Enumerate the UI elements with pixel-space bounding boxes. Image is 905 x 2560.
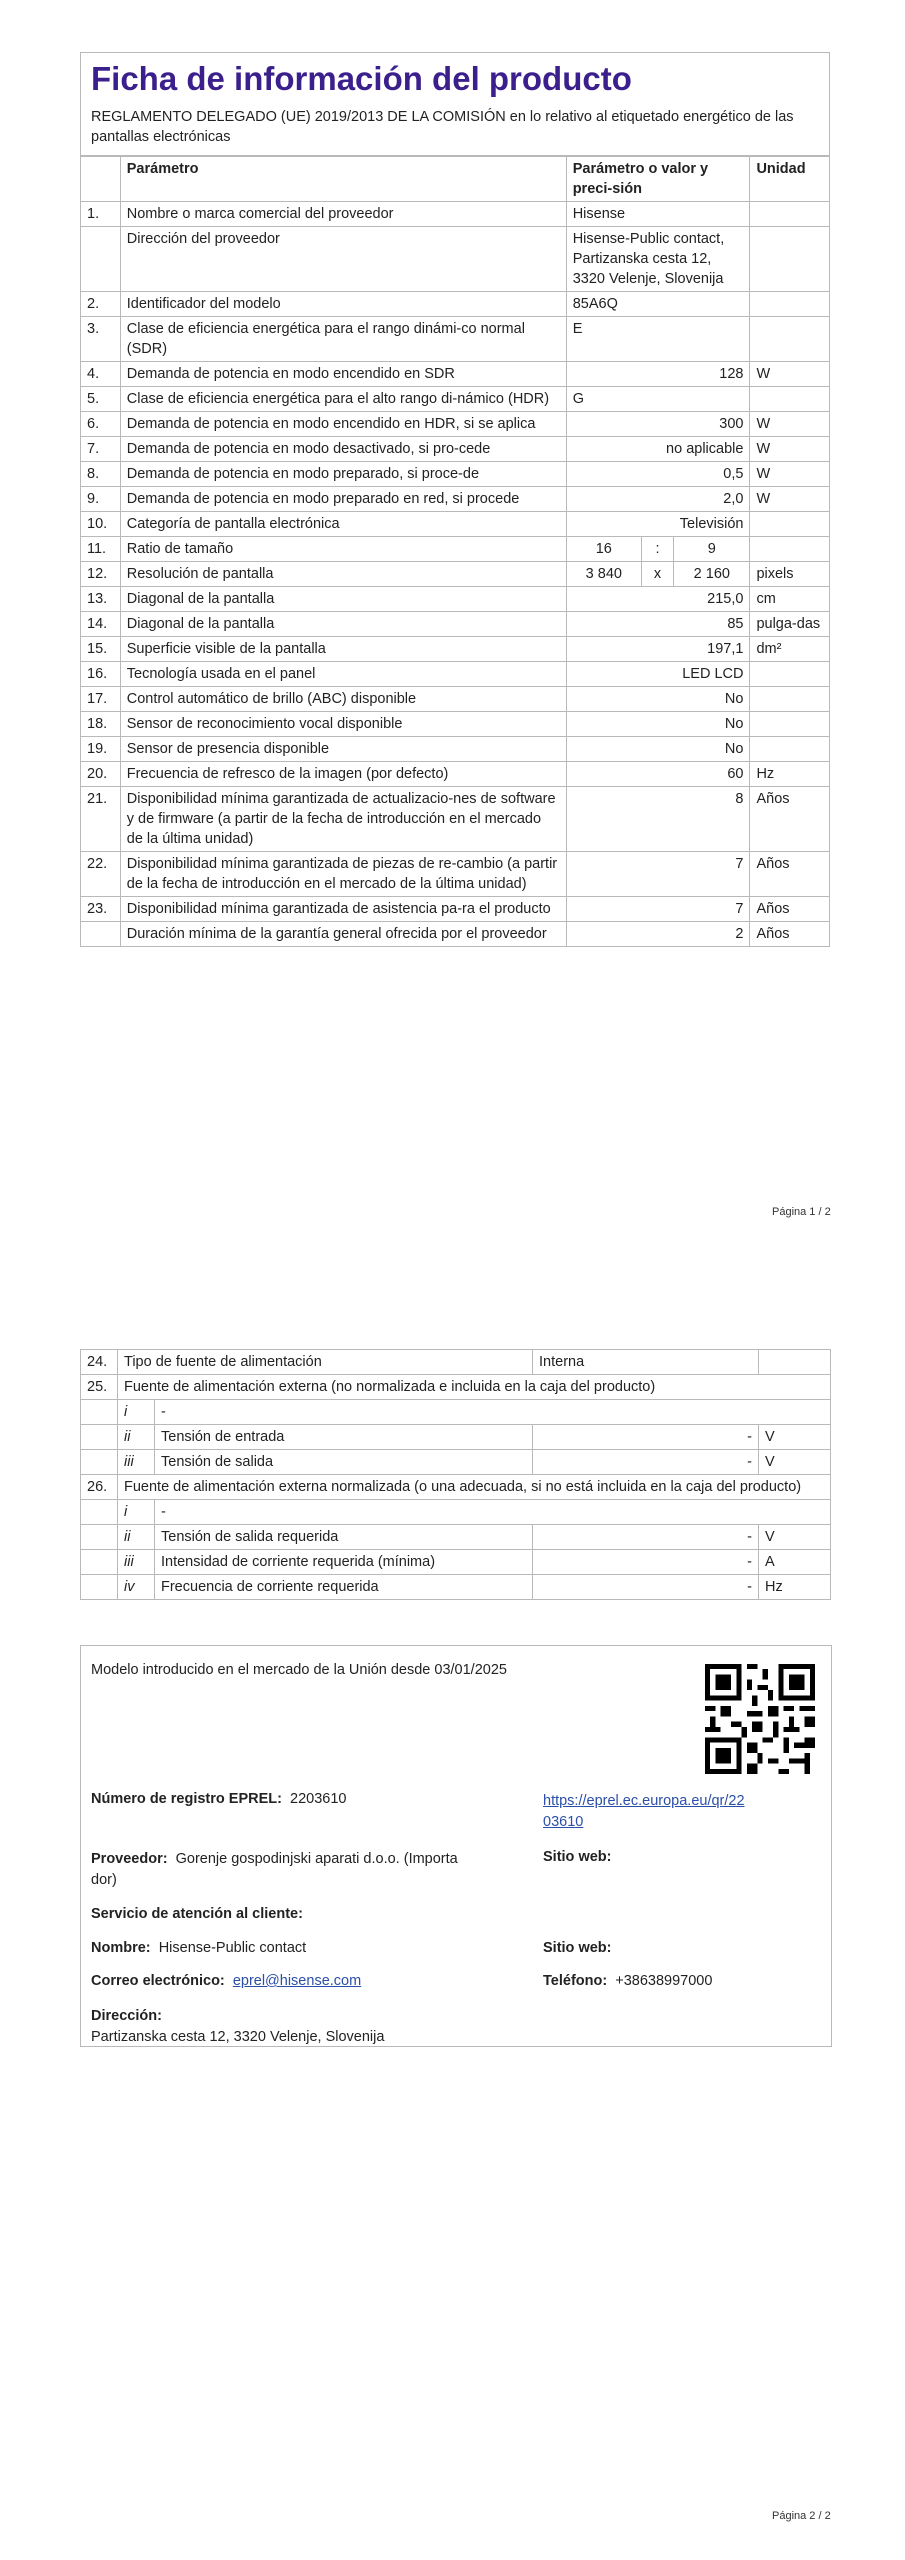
eprel-link-block [543, 1791, 745, 1833]
sub-parameter: - [155, 1500, 831, 1525]
row-number: 6. [81, 412, 121, 437]
table-row [81, 662, 830, 687]
row-value: 60 [566, 762, 750, 787]
row-parameter: Resolución de pantalla [120, 562, 566, 587]
sub-index: iii [118, 1450, 155, 1475]
row-parameter: Dirección del proveedor [120, 227, 566, 292]
row-parameter: Disponibilidad mínima garantizada de actualizacio-nes de software y de firmware (a partir de la fecha de introducción en el mercado de la última unidad) [120, 787, 566, 852]
header-unit: Unidad [750, 157, 830, 202]
row-parameter: Disponibilidad mínima garantizada de asistencia pa-ra el producto [120, 897, 566, 922]
row-number: 25. [81, 1375, 118, 1400]
table-row [81, 922, 830, 947]
row-unit [750, 712, 830, 737]
eprel-link-line-1: https://eprel.ec.europa.eu/qr/22 [543, 1793, 745, 1809]
page-number-2: Página 2 / 2 [772, 2510, 831, 2522]
row-unit: W [750, 362, 830, 387]
row-unit: Años [750, 787, 830, 852]
row-value: 2,0 [566, 487, 750, 512]
table-row [81, 292, 830, 317]
sub-value: - [533, 1575, 759, 1600]
row-number: 5. [81, 387, 121, 412]
row-value: 85 [566, 612, 750, 637]
customer-service-heading: Servicio de atención al cliente: [91, 1906, 303, 1922]
row-number [81, 1500, 118, 1525]
row-value-separator: : [641, 537, 673, 562]
table-row [81, 562, 830, 587]
row-number [81, 1450, 118, 1475]
row-number: 14. [81, 612, 121, 637]
row-number: 19. [81, 737, 121, 762]
sub-index: ii [118, 1425, 155, 1450]
table-row [81, 787, 830, 852]
sub-value: - [533, 1450, 759, 1475]
sub-value: - [533, 1525, 759, 1550]
contact-name-value: Hisense-Public contact [158, 1940, 307, 1956]
row-number: 8. [81, 462, 121, 487]
table-subrow [81, 1575, 831, 1600]
row-parameter: Clase de eficiencia energética para el alto rango di-námico (HDR) [120, 387, 566, 412]
row-parameter: Demanda de potencia en modo desactivado, si pro-cede [120, 437, 566, 462]
sub-index: i [118, 1500, 155, 1525]
row-parameter: Demanda de potencia en modo preparado en red, si procede [120, 487, 566, 512]
table-row [81, 462, 830, 487]
sub-value: - [533, 1550, 759, 1575]
power-supply-section [80, 1349, 830, 1600]
row-number: 21. [81, 787, 121, 852]
row-number [81, 1525, 118, 1550]
row-number: 15. [81, 637, 121, 662]
row-value: G [566, 387, 750, 412]
market-intro-text: Modelo introducido en el mercado de la Unión desde 03/01/2025 [91, 1662, 507, 1678]
table-row [81, 362, 830, 387]
row-parameter: Clase de eficiencia energética para el rango dinámi-co normal (SDR) [120, 317, 566, 362]
sub-parameter: Intensidad de corriente requerida (mínima) [155, 1550, 533, 1575]
table-subrow [81, 1450, 831, 1475]
header-value: Parámetro o valor y preci-sión [566, 157, 750, 202]
contact-name-label: Nombre: [91, 1940, 151, 1956]
regulation-subtitle: REGLAMENTO DELEGADO (UE) 2019/2013 DE LA COMISIÓN en lo relativo al etiquetado energético de las pantallas electrónicas [91, 109, 794, 145]
row-unit [750, 687, 830, 712]
eprel-label: Número de registro EPREL: [91, 1791, 282, 1807]
sub-parameter: Tensión de entrada [155, 1425, 533, 1450]
row-value: 300 [566, 412, 750, 437]
row-value: No [566, 687, 750, 712]
row-value: 128 [566, 362, 750, 387]
email-link[interactable]: eprel@hisense.com [232, 1973, 362, 1989]
contact-name [91, 1940, 306, 1956]
row-unit: Años [750, 922, 830, 947]
row-number [81, 922, 121, 947]
eprel-number: 2203610 [290, 1791, 347, 1807]
sub-index: i [118, 1400, 155, 1425]
row-number: 1. [81, 202, 121, 227]
row-parameter: Demanda de potencia en modo encendido en SDR [120, 362, 566, 387]
row-value: LED LCD [566, 662, 750, 687]
table-header-row [81, 157, 830, 202]
supplier-value-line-2: dor) [91, 1872, 117, 1888]
sub-unit: Hz [759, 1575, 831, 1600]
row-parameter: Sensor de presencia disponible [120, 737, 566, 762]
row-number: 7. [81, 437, 121, 462]
phone-label: Teléfono: [543, 1973, 608, 1989]
table-row [81, 317, 830, 362]
page-number-1: Página 1 / 2 [772, 1206, 831, 1218]
row-parameter: Demanda de potencia en modo encendido en HDR, si se aplica [120, 412, 566, 437]
row-value-a: 16 [566, 537, 641, 562]
sub-parameter: Frecuencia de corriente requerida [155, 1575, 533, 1600]
sub-value: - [533, 1425, 759, 1450]
row-value: 215,0 [566, 587, 750, 612]
row-number [81, 1575, 118, 1600]
page-title: Ficha de información del producto [91, 60, 632, 97]
row-parameter: Tipo de fuente de alimentación [118, 1350, 533, 1375]
row-number: 22. [81, 852, 121, 897]
header-parameter: Parámetro [120, 157, 566, 202]
row-number: 3. [81, 317, 121, 362]
website-label-2: Sitio web: [543, 1940, 612, 1956]
row-number: 24. [81, 1350, 118, 1375]
row-parameter: Fuente de alimentación externa (no normalizada e incluida en la caja del producto) [118, 1375, 831, 1400]
row-parameter: Duración mínima de la garantía general ofrecida por el proveedor [120, 922, 566, 947]
row-value-separator: x [641, 562, 673, 587]
row-unit [750, 202, 830, 227]
row-unit [750, 662, 830, 687]
table-row [81, 227, 830, 292]
table-row [81, 852, 830, 897]
row-number: 12. [81, 562, 121, 587]
table-row-24 [81, 1350, 831, 1375]
row-parameter: Ratio de tamaño [120, 537, 566, 562]
row-number: 10. [81, 512, 121, 537]
row-unit: pulga-das [750, 612, 830, 637]
table-row [81, 897, 830, 922]
table-subrow [81, 1550, 831, 1575]
row-unit [750, 737, 830, 762]
row-value: 7 [566, 897, 750, 922]
address-value: Partizanska cesta 12, 3320 Velenje, Slovenija [91, 2029, 385, 2045]
table-row [81, 412, 830, 437]
row-unit [759, 1350, 831, 1375]
row-number [81, 1550, 118, 1575]
table-row [81, 637, 830, 662]
eprel-registration [91, 1791, 346, 1807]
table-subrow [81, 1500, 831, 1525]
row-parameter: Fuente de alimentación externa normalizada (o una adecuada, si no está incluida en la caja del producto) [118, 1475, 831, 1500]
row-unit [750, 292, 830, 317]
spec-table [80, 156, 830, 947]
table-subrow [81, 1525, 831, 1550]
phone-value: +38638997000 [615, 1973, 713, 1989]
header-frame [80, 52, 830, 156]
row-unit: W [750, 437, 830, 462]
row-number: 16. [81, 662, 121, 687]
row-value: 0,5 [566, 462, 750, 487]
row-value-b: 2 160 [674, 562, 750, 587]
row-value: 2 [566, 922, 750, 947]
row-value: 197,1 [566, 637, 750, 662]
row-value: Interna [533, 1350, 759, 1375]
row-number [81, 1400, 118, 1425]
row-value: 7 [566, 852, 750, 897]
row-unit: W [750, 462, 830, 487]
row-parameter: Categoría de pantalla electrónica [120, 512, 566, 537]
row-unit: W [750, 412, 830, 437]
row-value: No [566, 712, 750, 737]
sub-index: iv [118, 1575, 155, 1600]
table-row-26 [81, 1475, 831, 1500]
row-parameter: Diagonal de la pantalla [120, 612, 566, 637]
row-value: 85A6Q [566, 292, 750, 317]
sub-unit: V [759, 1425, 831, 1450]
row-parameter: Control automático de brillo (ABC) disponible [120, 687, 566, 712]
contact-email [91, 1973, 361, 1989]
header-num [81, 157, 121, 202]
row-unit: Años [750, 852, 830, 897]
table-row [81, 712, 830, 737]
power-supply-table [80, 1349, 831, 1600]
address-block [91, 2006, 384, 2048]
row-number: 18. [81, 712, 121, 737]
row-unit [750, 317, 830, 362]
table-row [81, 612, 830, 637]
sub-parameter: - [155, 1400, 831, 1425]
eprel-link[interactable] [543, 1793, 745, 1830]
row-number: 9. [81, 487, 121, 512]
table-row [81, 487, 830, 512]
row-parameter: Demanda de potencia en modo preparado, si proce-de [120, 462, 566, 487]
table-row [81, 387, 830, 412]
row-parameter: Superficie visible de la pantalla [120, 637, 566, 662]
table-row [81, 587, 830, 612]
website-label-1: Sitio web: [543, 1849, 612, 1865]
row-unit: Hz [750, 762, 830, 787]
table-row [81, 512, 830, 537]
sub-parameter: Tensión de salida [155, 1450, 533, 1475]
email-label: Correo electrónico: [91, 1973, 225, 1989]
row-parameter: Diagonal de la pantalla [120, 587, 566, 612]
row-value-a: 3 840 [566, 562, 641, 587]
table-subrow [81, 1425, 831, 1450]
row-unit [750, 387, 830, 412]
row-parameter: Sensor de reconocimiento vocal disponible [120, 712, 566, 737]
sub-unit: V [759, 1450, 831, 1475]
row-unit: cm [750, 587, 830, 612]
row-parameter: Nombre o marca comercial del proveedor [120, 202, 566, 227]
row-unit: pixels [750, 562, 830, 587]
qr-code-icon [705, 1664, 815, 1774]
sub-index: ii [118, 1525, 155, 1550]
row-number: 17. [81, 687, 121, 712]
sub-unit: A [759, 1550, 831, 1575]
table-subrow [81, 1400, 831, 1425]
row-number: 11. [81, 537, 121, 562]
table-row [81, 437, 830, 462]
row-value: Hisense [566, 202, 750, 227]
row-value: no aplicable [566, 437, 750, 462]
row-parameter: Identificador del modelo [120, 292, 566, 317]
row-number: 26. [81, 1475, 118, 1500]
supplier-label: Proveedor: [91, 1851, 168, 1867]
row-parameter: Disponibilidad mínima garantizada de piezas de re-cambio (a partir de la fecha de introducción en el mercado de la última unidad) [120, 852, 566, 897]
row-number: 23. [81, 897, 121, 922]
table-row [81, 202, 830, 227]
row-value: 8 [566, 787, 750, 852]
row-parameter: Frecuencia de refresco de la imagen (por defecto) [120, 762, 566, 787]
product-sheet-page-1 [80, 52, 830, 947]
row-unit: W [750, 487, 830, 512]
row-unit: dm² [750, 637, 830, 662]
supplier-block [91, 1849, 511, 1891]
supplier-value-line-1: Gorenje gospodinjski aparati d.o.o. (Importa [175, 1851, 458, 1867]
sub-unit: V [759, 1525, 831, 1550]
table-row [81, 687, 830, 712]
row-value: Hisense-Public contact, Partizanska cesta 12, 3320 Velenje, Slovenija [566, 227, 750, 292]
row-number: 20. [81, 762, 121, 787]
table-row [81, 537, 830, 562]
sub-index: iii [118, 1550, 155, 1575]
row-number: 4. [81, 362, 121, 387]
row-number: 13. [81, 587, 121, 612]
row-number: 2. [81, 292, 121, 317]
row-unit [750, 512, 830, 537]
eprel-link-line-2: 03610 [543, 1814, 584, 1830]
table-row [81, 737, 830, 762]
address-label: Dirección: [91, 2008, 162, 2024]
row-value: E [566, 317, 750, 362]
row-unit [750, 227, 830, 292]
row-value: No [566, 737, 750, 762]
row-unit [750, 537, 830, 562]
row-parameter: Tecnología usada en el panel [120, 662, 566, 687]
row-number [81, 1425, 118, 1450]
table-row [81, 762, 830, 787]
table-row-25 [81, 1375, 831, 1400]
eprel-info-box [80, 1645, 832, 2047]
contact-phone [543, 1973, 712, 1989]
row-value-b: 9 [674, 537, 750, 562]
sub-parameter: Tensión de salida requerida [155, 1525, 533, 1550]
row-value: Televisión [566, 512, 750, 537]
row-unit: Años [750, 897, 830, 922]
row-number [81, 227, 121, 292]
